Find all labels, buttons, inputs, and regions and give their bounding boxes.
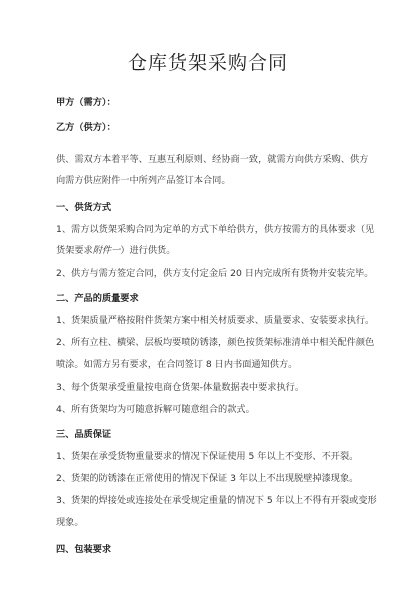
section-4-heading: 四、包装要求: [56, 544, 112, 555]
s2-p2-line2: 喷涂。如需方另有要求，在合同签订 8 日内书面通知供方。: [56, 359, 298, 370]
section-2-heading: 二、产品的质量要求: [56, 293, 139, 304]
s2-p4: 4、所有货架均为可随意拆解可随意组合的款式。: [56, 404, 255, 415]
intro-line-2: 向需方供应附件一中所列产品签订本合同。: [56, 175, 231, 186]
party-a-label: 甲方（需方）：: [56, 97, 116, 108]
party-b-label: 乙方（供方）：: [56, 122, 116, 133]
s3-p3-line2: 现象。: [56, 517, 84, 528]
intro-line-1: 供、需双方本着平等、互惠互利原则、经协商一致，就需方向供方采购、供方: [56, 154, 369, 165]
s2-p2-line1: 2、所有立柱、横梁、层板均要喷防锈漆，颜色按货架标准清单中相关配件颜色: [56, 337, 375, 348]
s1-p1-line1: 1、需方以货架采购合同为定单的方式下单给供方，供方按需方的具体要求（见: [56, 224, 375, 235]
section-3-heading: 三、品质保证: [56, 429, 112, 440]
s1-p1-line2-pre: 货架要求: [56, 245, 93, 256]
s2-p3: 3、每个货架承受重量按电商仓货架-体量数据表中要求执行。: [56, 382, 305, 393]
s1-p1-line2: [56, 244, 175, 257]
document-title: 仓库货架采购合同: [127, 52, 288, 74]
section-1-heading: 一、供货方式: [56, 202, 112, 213]
s1-p1-line2-em: 附件一: [92, 245, 121, 256]
s1-p1-line2-post: ）进行供货。: [120, 245, 176, 256]
s3-p1: 1、货架在承受货物重量要求的情况下保证使用 5 年以上不变形、不开裂。: [56, 451, 359, 462]
s3-p3-line1: 3、货架的焊接处或连接处在承受规定重量的情况下 5 年以上不得有开裂或变形: [56, 495, 377, 506]
s3-p2: 2、货架的防锈漆在正常使用的情况下保证 3 年以上不出现脱壁掉漆现象。: [56, 473, 359, 484]
s1-p2: 2、供方与需方签定合同，供方支付定金后 20 日内完成所有货物并安装完毕。: [56, 268, 374, 279]
s2-p1: 1、货架质量严格按附件货架方案中相关材质要求、质量要求、安装要求执行。: [56, 315, 375, 326]
